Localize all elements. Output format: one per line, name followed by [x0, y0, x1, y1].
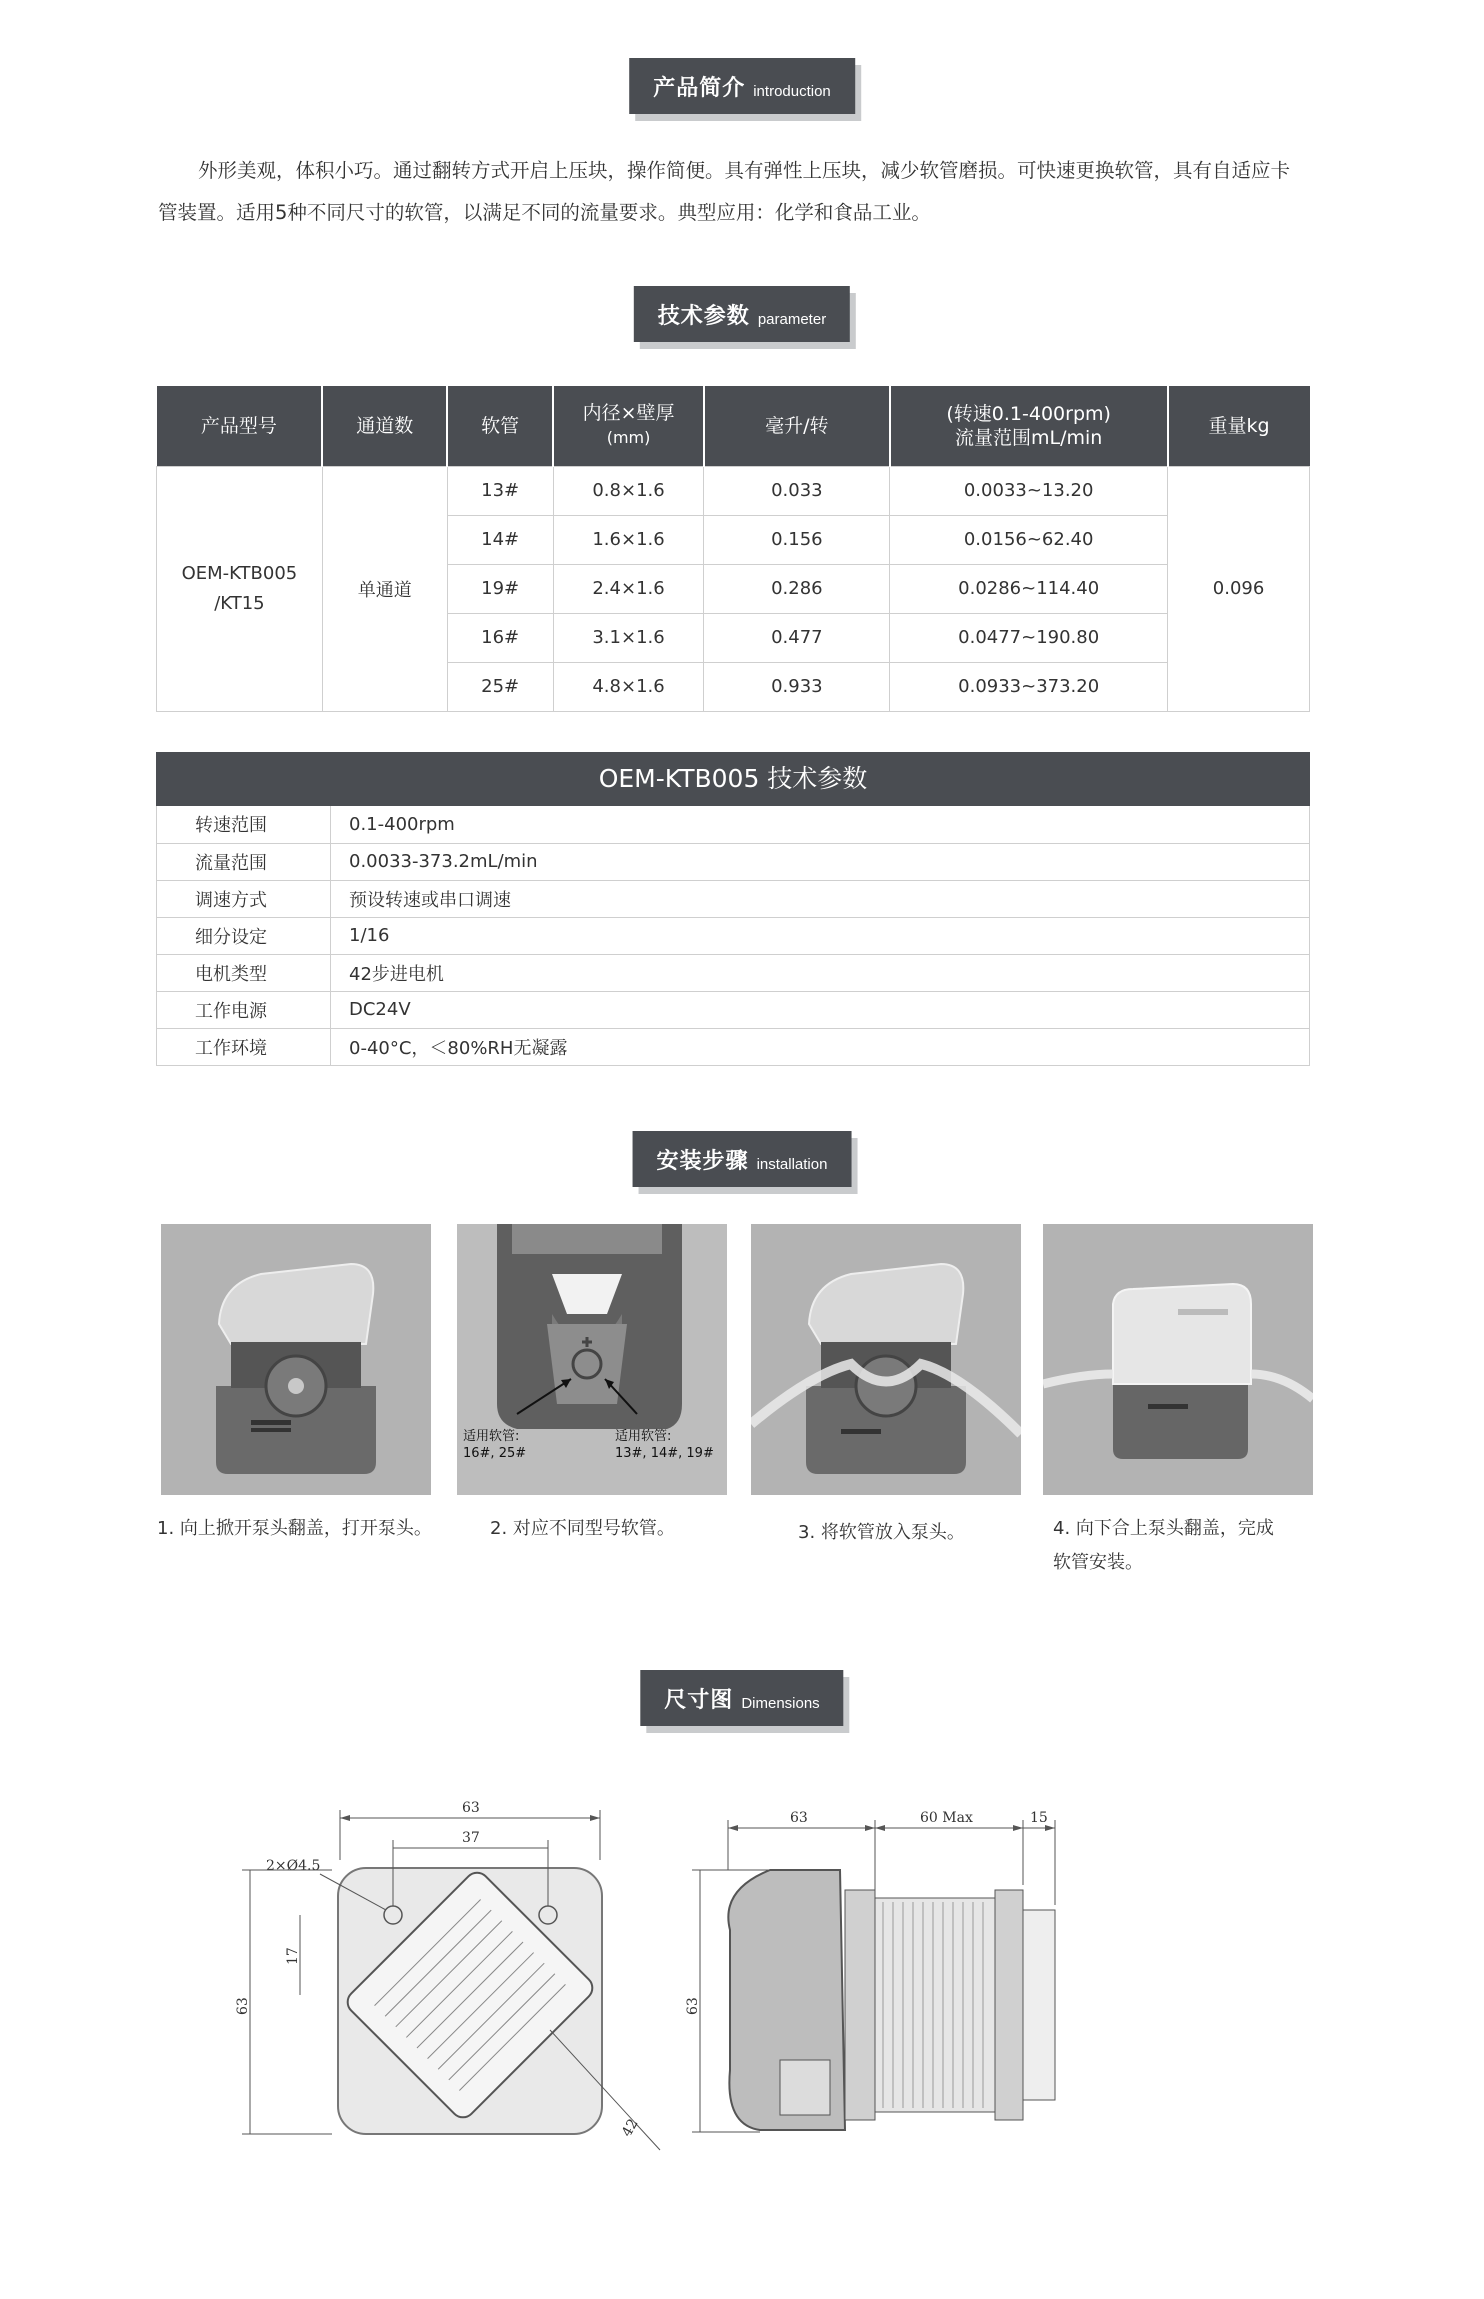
- install-step-1: 1. 向上掀开泵头翻盖，打开泵头。: [157, 1518, 432, 1539]
- section-title-cn: 产品简介: [653, 75, 746, 101]
- header-ml-rev: 毫升/转: [704, 386, 890, 466]
- install-photo-4: [1043, 1224, 1313, 1495]
- dim-front-height: 63: [235, 1997, 251, 2015]
- cell-weight: 0.096: [1168, 466, 1310, 711]
- spec-key: 电机类型: [157, 954, 331, 991]
- cell-flow: 0.0033~13.20: [890, 466, 1168, 515]
- table-row: [157, 466, 1310, 515]
- dim-side-tail: 15: [1030, 1810, 1048, 1826]
- spec-key: 细分设定: [157, 917, 331, 954]
- cell-tube: 13#: [447, 466, 553, 515]
- spec-table: [156, 752, 1310, 1066]
- pump-closed-image: [1043, 1224, 1313, 1495]
- cell-flow: 0.0156~62.40: [890, 515, 1168, 564]
- install-step-4-line2: 软管安装。: [1053, 1552, 1143, 1573]
- front-view: [235, 1800, 660, 2150]
- model-line1: OEM-KTB005: [181, 562, 298, 584]
- table-row: [157, 991, 1310, 1028]
- header-flow: [890, 386, 1168, 466]
- header-id-wall: [553, 386, 704, 466]
- spec-key: 流量范围: [157, 843, 331, 880]
- spec-title: OEM-KTB005 技术参数: [156, 752, 1310, 806]
- dim-side-width: 63: [790, 1810, 808, 1826]
- spec-key: 调速方式: [157, 880, 331, 917]
- tube-label-a-line1: 适用软管:: [463, 1429, 520, 1444]
- cell-tube: 19#: [447, 564, 553, 613]
- spec-key: 转速范围: [157, 806, 331, 843]
- cell-flow: 0.0286~114.40: [890, 564, 1168, 613]
- dim-front-offset: 17: [285, 1947, 301, 1965]
- install-step-2: 2. 对应不同型号软管。: [490, 1518, 675, 1539]
- section-header-param: [0, 286, 1484, 352]
- header-tube: 软管: [447, 386, 553, 466]
- side-view: [685, 1810, 1055, 2132]
- section-title-cn: 安装步骤: [656, 1148, 749, 1174]
- dim-front-hole: 37: [462, 1830, 480, 1846]
- table-row: [157, 806, 1310, 843]
- section-title-en: Dimensions: [741, 1694, 820, 1712]
- header-model: 产品型号: [157, 386, 323, 466]
- section-title-cn: 尺寸图: [664, 1687, 734, 1713]
- section-header-install: [0, 1131, 1484, 1197]
- dim-front-width: 63: [462, 1800, 480, 1816]
- section-title-en: introduction: [753, 82, 831, 100]
- cell-dim: 0.8×1.6: [553, 466, 704, 515]
- cell-ml: 0.477: [704, 613, 890, 662]
- dimension-drawings: [220, 1770, 1240, 2190]
- install-step-4-line1: 4. 向下合上泵头翻盖，完成: [1053, 1518, 1274, 1539]
- table-row: [157, 843, 1310, 880]
- tube-mount-image: [457, 1224, 727, 1495]
- header-weight: 重量kg: [1168, 386, 1310, 466]
- dim-side-height: 63: [685, 1997, 701, 2015]
- spec-value: 1/16: [331, 917, 1310, 954]
- cell-tube: 14#: [447, 515, 553, 564]
- section-title-cn: 技术参数: [657, 303, 750, 329]
- section-title-en: parameter: [757, 310, 827, 328]
- table-row: [157, 880, 1310, 917]
- spec-value: 0.1-400rpm: [331, 806, 1310, 843]
- cell-flow: 0.0933~373.20: [890, 662, 1168, 711]
- header-flow-line1: (转速0.1-400rpm): [946, 402, 1111, 425]
- section-header-intro: [0, 58, 1484, 124]
- install-photo-2: [457, 1224, 727, 1495]
- spec-key: 工作电源: [157, 991, 331, 1028]
- pump-open-image: [161, 1224, 431, 1495]
- parameter-table-header: [157, 386, 1310, 466]
- cell-ml: 0.156: [704, 515, 890, 564]
- spec-value: 0.0033-373.2mL/min: [331, 843, 1310, 880]
- tube-label-b-line1: 适用软管:: [615, 1429, 672, 1444]
- tube-label-b-line2: 13#, 14#, 19#: [615, 1446, 714, 1461]
- cell-channels: 单通道: [322, 466, 447, 711]
- model-line2: /KT15: [214, 592, 265, 614]
- dim-front-diag: 42: [618, 2116, 642, 2140]
- table-row: [157, 917, 1310, 954]
- spec-value: 42步进电机: [331, 954, 1310, 991]
- header-flow-line2: 流量范围mL/min: [955, 426, 1103, 449]
- cell-dim: 2.4×1.6: [553, 564, 704, 613]
- cell-ml: 0.933: [704, 662, 890, 711]
- install-photo-3: [751, 1224, 1021, 1495]
- section-title-en: installation: [756, 1155, 828, 1173]
- cell-flow: 0.0477~190.80: [890, 613, 1168, 662]
- table-row: [157, 954, 1310, 991]
- cell-ml: 0.286: [704, 564, 890, 613]
- cell-ml: 0.033: [704, 466, 890, 515]
- pump-tube-image: [751, 1224, 1021, 1495]
- cell-dim: 4.8×1.6: [553, 662, 704, 711]
- cell-dim: 1.6×1.6: [553, 515, 704, 564]
- install-step-4: [1053, 1512, 1274, 1580]
- section-header-dims: [0, 1670, 1484, 1736]
- spec-value: 0-40°C，＜80%RH无凝露: [331, 1028, 1310, 1065]
- intro-text: 外形美观，体积小巧。通过翻转方式开启上压块，操作简便。具有弹性上压块，减少软管磨损。可快速更换软管，具有自适应卡管装置。适用5种不同尺寸的软管，以满足不同的流量要求。典型应用：化学和食品工业。: [158, 159, 1291, 224]
- spec-value: DC24V: [331, 991, 1310, 1028]
- header-id-wall-line2: (mm): [606, 428, 651, 448]
- spec-key: 工作环境: [157, 1028, 331, 1065]
- intro-paragraph: [158, 150, 1308, 234]
- tube-label-a-line2: 16#, 25#: [463, 1446, 527, 1461]
- dimension-svg: [220, 1770, 1240, 2190]
- install-photo-1: [161, 1224, 431, 1495]
- dim-front-holes-label: 2×Ø4.5: [266, 1858, 321, 1874]
- spec-value: 预设转速或串口调速: [331, 880, 1310, 917]
- table-row: [157, 1028, 1310, 1065]
- cell-model: [157, 466, 323, 711]
- header-id-wall-line1: 内径×壁厚: [582, 402, 675, 425]
- cell-tube: 16#: [447, 613, 553, 662]
- dim-side-motor: 60 Max: [920, 1810, 973, 1826]
- header-channels: 通道数: [322, 386, 447, 466]
- parameter-table: [156, 386, 1310, 712]
- cell-tube: 25#: [447, 662, 553, 711]
- cell-dim: 3.1×1.6: [553, 613, 704, 662]
- install-step-3: 3. 将软管放入泵头。: [798, 1522, 965, 1543]
